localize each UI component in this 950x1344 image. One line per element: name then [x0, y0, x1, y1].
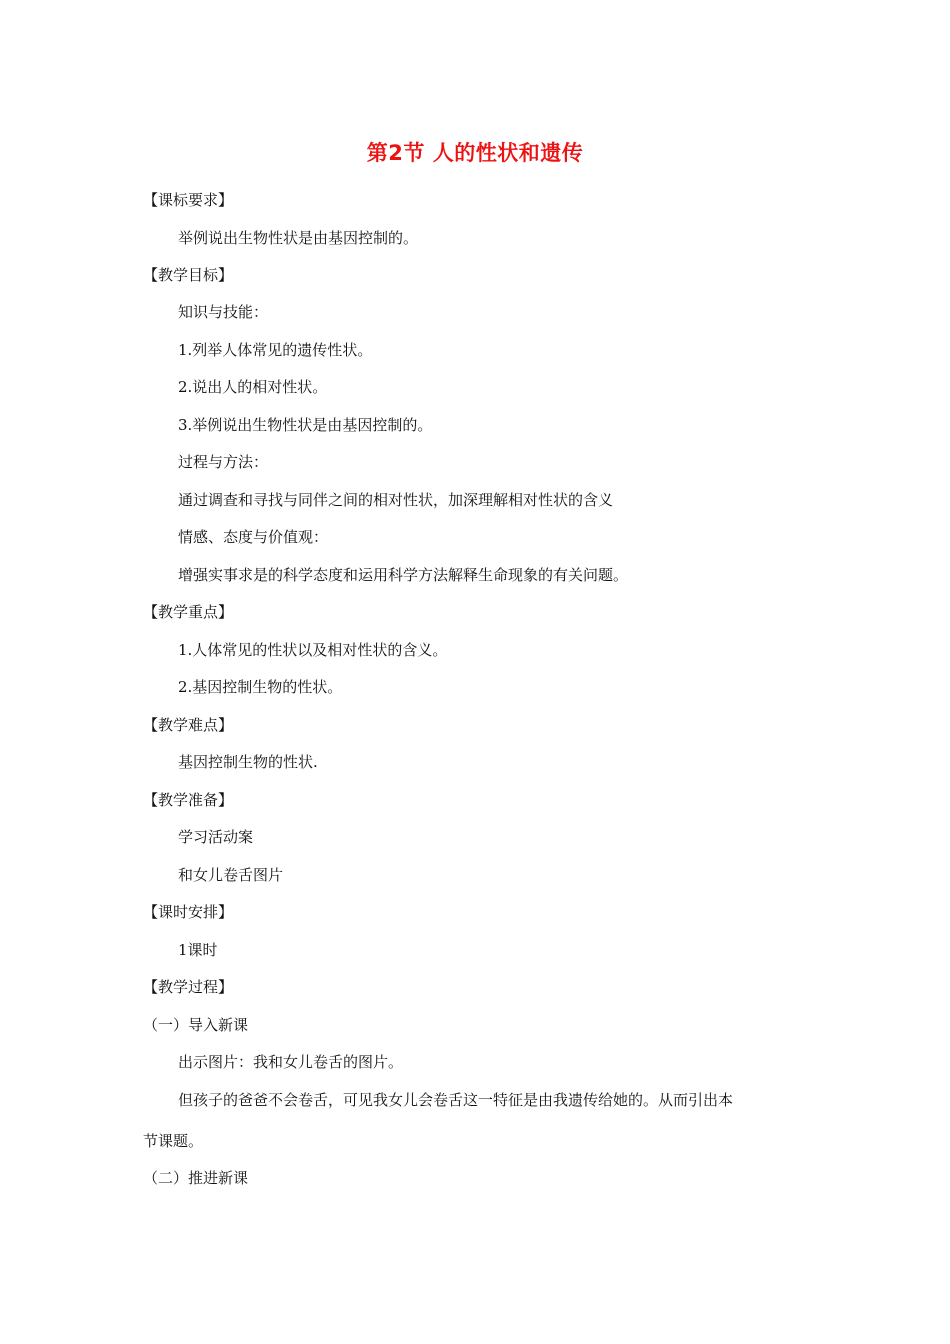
list-item: 1.人体常见的性状以及相对性状的含义。 [178, 641, 448, 659]
list-item: 2.说出人的相对性状。 [178, 378, 328, 396]
paragraph: 通过调查和寻找与同伴之间的相对性状，加深理解相对性状的含义 [178, 491, 614, 509]
list-item: 2.基因控制生物的性状。 [178, 678, 343, 696]
section-heading-difficulties: 【教学难点】 [143, 716, 234, 734]
section-heading-schedule: 【课时安排】 [143, 903, 234, 921]
paragraph: 举例说出生物性状是由基因控制的。 [178, 229, 419, 247]
list-item: 1.列举人体常见的遗传性状。 [178, 341, 373, 359]
paragraph: 知识与技能： [178, 303, 269, 321]
paragraph: 出示图片：我和女儿卷舌的图片。 [178, 1053, 404, 1071]
subsection-heading: （一）导入新课 [143, 1016, 249, 1034]
paragraph: 过程与方法： [178, 453, 269, 471]
paragraph: 但孩子的爸爸不会卷舌，可见我女儿会卷舌这一特征是由我遗传给她的。从而引出本 [178, 1091, 734, 1109]
document-title: 第2节 人的性状和遗传 [366, 141, 584, 165]
paragraph: 1课时 [178, 941, 218, 959]
section-heading-curriculum-requirements: 【课标要求】 [143, 191, 234, 209]
section-heading-preparation: 【教学准备】 [143, 791, 234, 809]
paragraph: 增强实事求是的科学态度和运用科学方法解释生命现象的有关问题。 [178, 566, 629, 584]
paragraph: 学习活动案 [178, 828, 254, 846]
paragraph-continuation: 节课题。 [143, 1132, 204, 1150]
paragraph: 基因控制生物的性状. [178, 753, 318, 771]
section-heading-key-points: 【教学重点】 [143, 603, 234, 621]
section-heading-teaching-process: 【教学过程】 [143, 978, 234, 996]
paragraph: 情感、态度与价值观： [178, 528, 329, 546]
paragraph: 和女儿卷舌图片 [178, 866, 284, 884]
section-heading-teaching-objectives: 【教学目标】 [143, 266, 234, 284]
list-item: 3.举例说出生物性状是由基因控制的。 [178, 416, 433, 434]
subsection-heading: （二）推进新课 [143, 1169, 249, 1187]
